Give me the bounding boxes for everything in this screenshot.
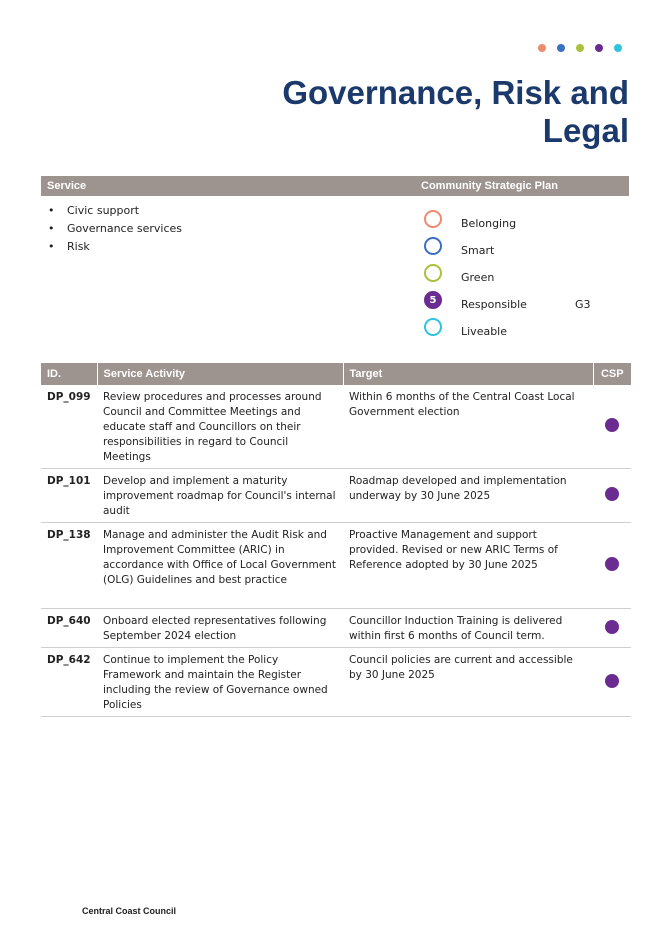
activity-target: Council policies are current and accessible by 30 June 2025 — [343, 648, 593, 717]
csp-label: Liveable — [461, 325, 508, 338]
csp-code: G3 — [575, 298, 591, 311]
table-row — [41, 469, 631, 523]
green-ring-icon — [424, 264, 442, 282]
csp-cell — [593, 523, 631, 609]
csp-label: Responsible — [461, 298, 527, 311]
responsible-dot-icon — [605, 620, 619, 634]
activity-id: DP_640 — [41, 609, 97, 648]
decorative-dots — [538, 44, 622, 52]
activity-id: DP_642 — [41, 648, 97, 717]
activity-description: Review procedures and processes around Council and Committee Meetings and educate staff and Councillors on their responsibilities in regard to Council Meetings — [97, 385, 343, 469]
page-title-line1: Governance, Risk and — [282, 74, 629, 111]
table-row — [41, 385, 631, 469]
liveable-ring-icon — [424, 318, 442, 336]
service-item: • Civic support — [48, 202, 182, 220]
service-header: Service — [47, 180, 87, 192]
activity-description: Develop and implement a maturity improvement roadmap for Council's internal audit — [97, 469, 343, 523]
csp-cell — [593, 609, 631, 648]
csp-column-header: CSP — [593, 363, 631, 385]
csp-cell — [593, 469, 631, 523]
csp-item-liveable — [424, 318, 624, 345]
service-header-bar — [41, 176, 629, 196]
activity-id: DP_138 — [41, 523, 97, 609]
activity-id: DP_099 — [41, 385, 97, 469]
decor-dot — [576, 44, 584, 52]
table-row — [41, 523, 631, 609]
page-title — [209, 74, 629, 150]
activity-table — [41, 363, 631, 717]
target-column-header: Target — [343, 363, 593, 385]
csp-list — [424, 210, 624, 345]
csp-item-belonging — [424, 210, 624, 237]
table-row — [41, 648, 631, 717]
activity-target: Roadmap developed and implementation underway by 30 June 2025 — [343, 469, 593, 523]
responsible-dot-icon — [605, 418, 619, 432]
responsible-dot-icon — [605, 487, 619, 501]
activity-target: Within 6 months of the Central Coast Local Government election — [343, 385, 593, 469]
smart-ring-icon — [424, 237, 442, 255]
activity-target: Councillor Induction Training is delivered within first 6 months of Council term. — [343, 609, 593, 648]
service-item: • Governance services — [48, 220, 182, 238]
csp-cell — [593, 385, 631, 469]
responsible-number-icon: 5 — [424, 291, 442, 309]
activity-description: Continue to implement the Policy Framework and maintain the Register including the review of Governance owned Policies — [97, 648, 343, 717]
decor-dot — [557, 44, 565, 52]
table-row — [41, 609, 631, 648]
csp-item-smart — [424, 237, 624, 264]
csp-label: Green — [461, 271, 495, 284]
responsible-dot-icon — [605, 557, 619, 571]
activity-id: DP_101 — [41, 469, 97, 523]
responsible-dot-icon — [605, 674, 619, 688]
csp-item-responsible — [424, 291, 624, 318]
activity-description: Onboard elected representatives following September 2024 election — [97, 609, 343, 648]
decor-dot — [538, 44, 546, 52]
activity-target: Proactive Management and support provided. Revised or new ARIC Terms of Reference adopted by 30 June 2025 — [343, 523, 593, 609]
id-column-header: ID. — [41, 363, 97, 385]
csp-cell — [593, 648, 631, 717]
table-header-row — [41, 363, 631, 385]
csp-label: Smart — [461, 244, 495, 257]
service-list — [48, 202, 182, 256]
csp-header: Community Strategic Plan — [421, 180, 558, 192]
csp-item-green — [424, 264, 624, 291]
belonging-ring-icon — [424, 210, 442, 228]
activity-column-header: Service Activity — [97, 363, 343, 385]
service-item: • Risk — [48, 238, 182, 256]
csp-label: Belonging — [461, 217, 517, 230]
activity-description: Manage and administer the Audit Risk and Improvement Committee (ARIC) in accordance with Office of Local Government (OLG) Guidelines and best practice — [97, 523, 343, 609]
decor-dot — [595, 44, 603, 52]
footer-org-name: Central Coast Council — [82, 906, 177, 916]
decor-dot — [614, 44, 622, 52]
page-title-line2: Legal — [542, 112, 629, 149]
